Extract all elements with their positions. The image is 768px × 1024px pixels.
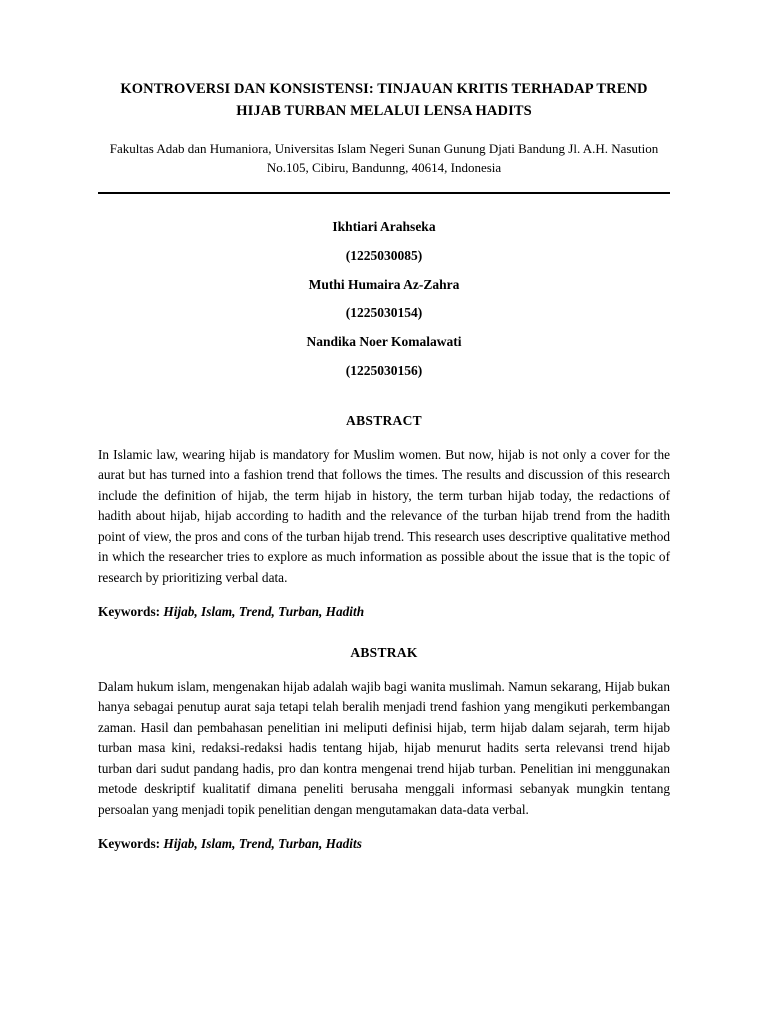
affiliation-text: Fakultas Adab dan Humaniora, Universitas Islam Negeri Sunan Gunung Djati Bandung Jl. A.H. Nasution No.105, Cibiru, Bandunng, 40614, Indonesia: [109, 140, 659, 176]
abstract-text-en: In Islamic law, wearing hijab is mandatory for Muslim women. But now, hijab is not only a cover for the aurat but has turned into a fashion trend that follows the times. The results and discussion of this research include the definition of hijab, the term hijab in history, the term turban hijab today, the redactions of hadith about hijab, hijab according to hadith and the relevance of the turban hijab trend from the hadith point of view, the pros and cons of the turban hijab trend. This research uses descriptive qualitative method in which the researcher tries to explore as much information as possible about the issue that is the topic of research by prioritizing verbal data.: [98, 447, 670, 585]
keywords-label-id: Keywords:: [98, 836, 161, 852]
abstract-heading-en: ABSTRACT: [346, 413, 422, 428]
page-title: KONTROVERSI DAN KONSISTENSI: TINJAUAN KRITIS TERHADAP TREND HIJAB TURBAN MELALUI LENSA HADITS: [120, 81, 648, 120]
abstract-text-id: Dalam hukum islam, mengenakan hijab adalah wajib bagi wanita muslimah. Namun sekarang, Hijab bukan hanya sebagai penutup aurat saja tetapi telah beralih menjadi trend fashion yang mengikuti perkembangan zaman. Hasil dan pembahasan penelitian ini meliputi definisi hijab, term hijab dalam sejarah, term hijab turban masa kini, redaksi-redaksi hadis tentang hijab, hijab menurut hadits serta relevansi trend hijab turban dari sudut pandang hadis, pro dan kontra mengenai trend hijab turban. Penelitian ini menggunakan metode deskriptif kualitatif dimana peneliti berusaha menggali informasi sebanyak mungkin tentang persoalan yang menjadi topik penelitian dengan mengutamakan data-data verbal.: [98, 678, 670, 817]
author-id: (1225030085): [345, 247, 423, 263]
keywords-id: [98, 834, 670, 854]
keywords-label-en: Keywords:: [98, 604, 161, 620]
author-list: [98, 220, 670, 379]
keywords-value-en: Hijab, Islam, Trend, Turban, Hadith: [163, 604, 365, 620]
author-id: (1225030154): [345, 305, 423, 321]
author-name: Muthi Humaira Az-Zahra: [308, 276, 460, 292]
header-divider: [98, 192, 670, 194]
author-id: (1225030156): [345, 363, 423, 379]
author-name: Ikhtiari Arahseka: [332, 218, 436, 234]
keywords-value-id: Hijab, Islam, Trend, Turban, Hadits: [163, 836, 362, 852]
abstract-heading-id: ABSTRAK: [350, 644, 418, 660]
author-name: Nandika Noer Komalawati: [306, 334, 462, 350]
keywords-en: [98, 602, 670, 622]
